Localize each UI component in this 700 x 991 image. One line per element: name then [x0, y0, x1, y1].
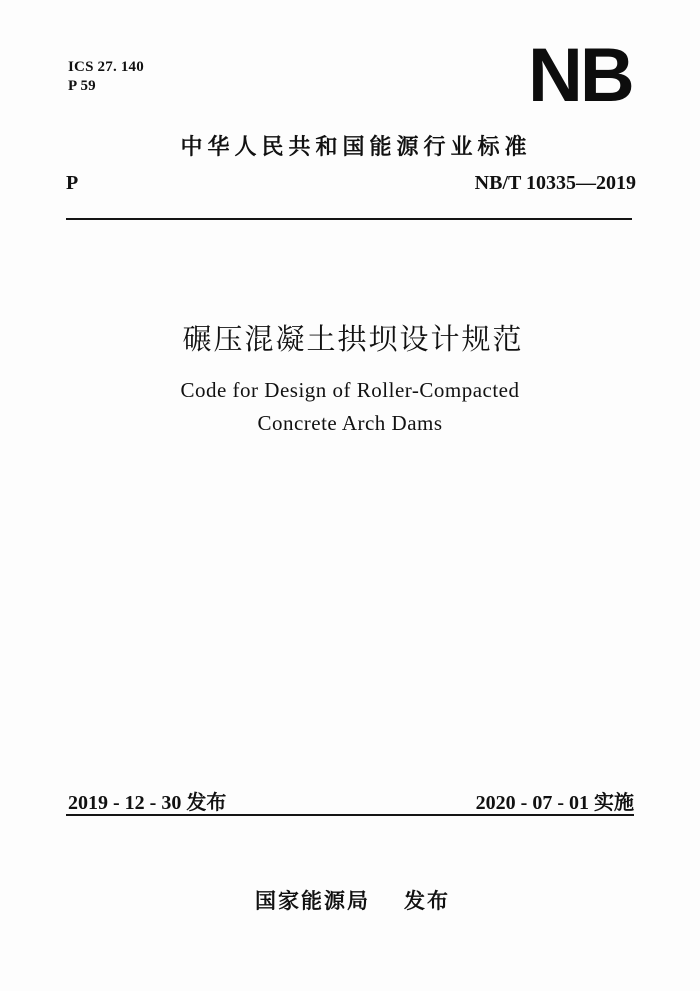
ccs-code: P 59: [68, 78, 96, 94]
standard-number: NB/T 10335—2019: [474, 172, 636, 194]
ics-code: ICS 27. 140: [68, 59, 144, 75]
organization-title: 中华人民共和国能源行业标准: [180, 135, 532, 160]
issuer-block: [255, 885, 450, 915]
title-english-line-1: Code for Design of Roller-Compacted: [180, 378, 520, 402]
classification-letter: P: [66, 172, 79, 194]
issuer-name: 国家能源局: [255, 889, 370, 913]
issue-date: 2019 - 12 - 30: [68, 792, 182, 814]
implementation-label: 实施: [594, 790, 634, 814]
nb-logo: NB: [528, 33, 632, 118]
header-divider: [66, 218, 632, 220]
footer-divider: [66, 814, 634, 816]
title-chinese: 碾压混凝土拱坝设计规范: [182, 322, 524, 356]
implementation-date: 2020 - 07 - 01: [475, 792, 589, 814]
issue-label: 发布: [186, 790, 227, 814]
classification-codes: [68, 58, 144, 96]
implementation-date-block: [398, 786, 634, 815]
issue-date-block: [68, 786, 226, 815]
issuer-action: 发布: [404, 889, 450, 913]
title-english-line-2: Concrete Arch Dams: [257, 411, 443, 435]
title-english: [0, 374, 700, 440]
